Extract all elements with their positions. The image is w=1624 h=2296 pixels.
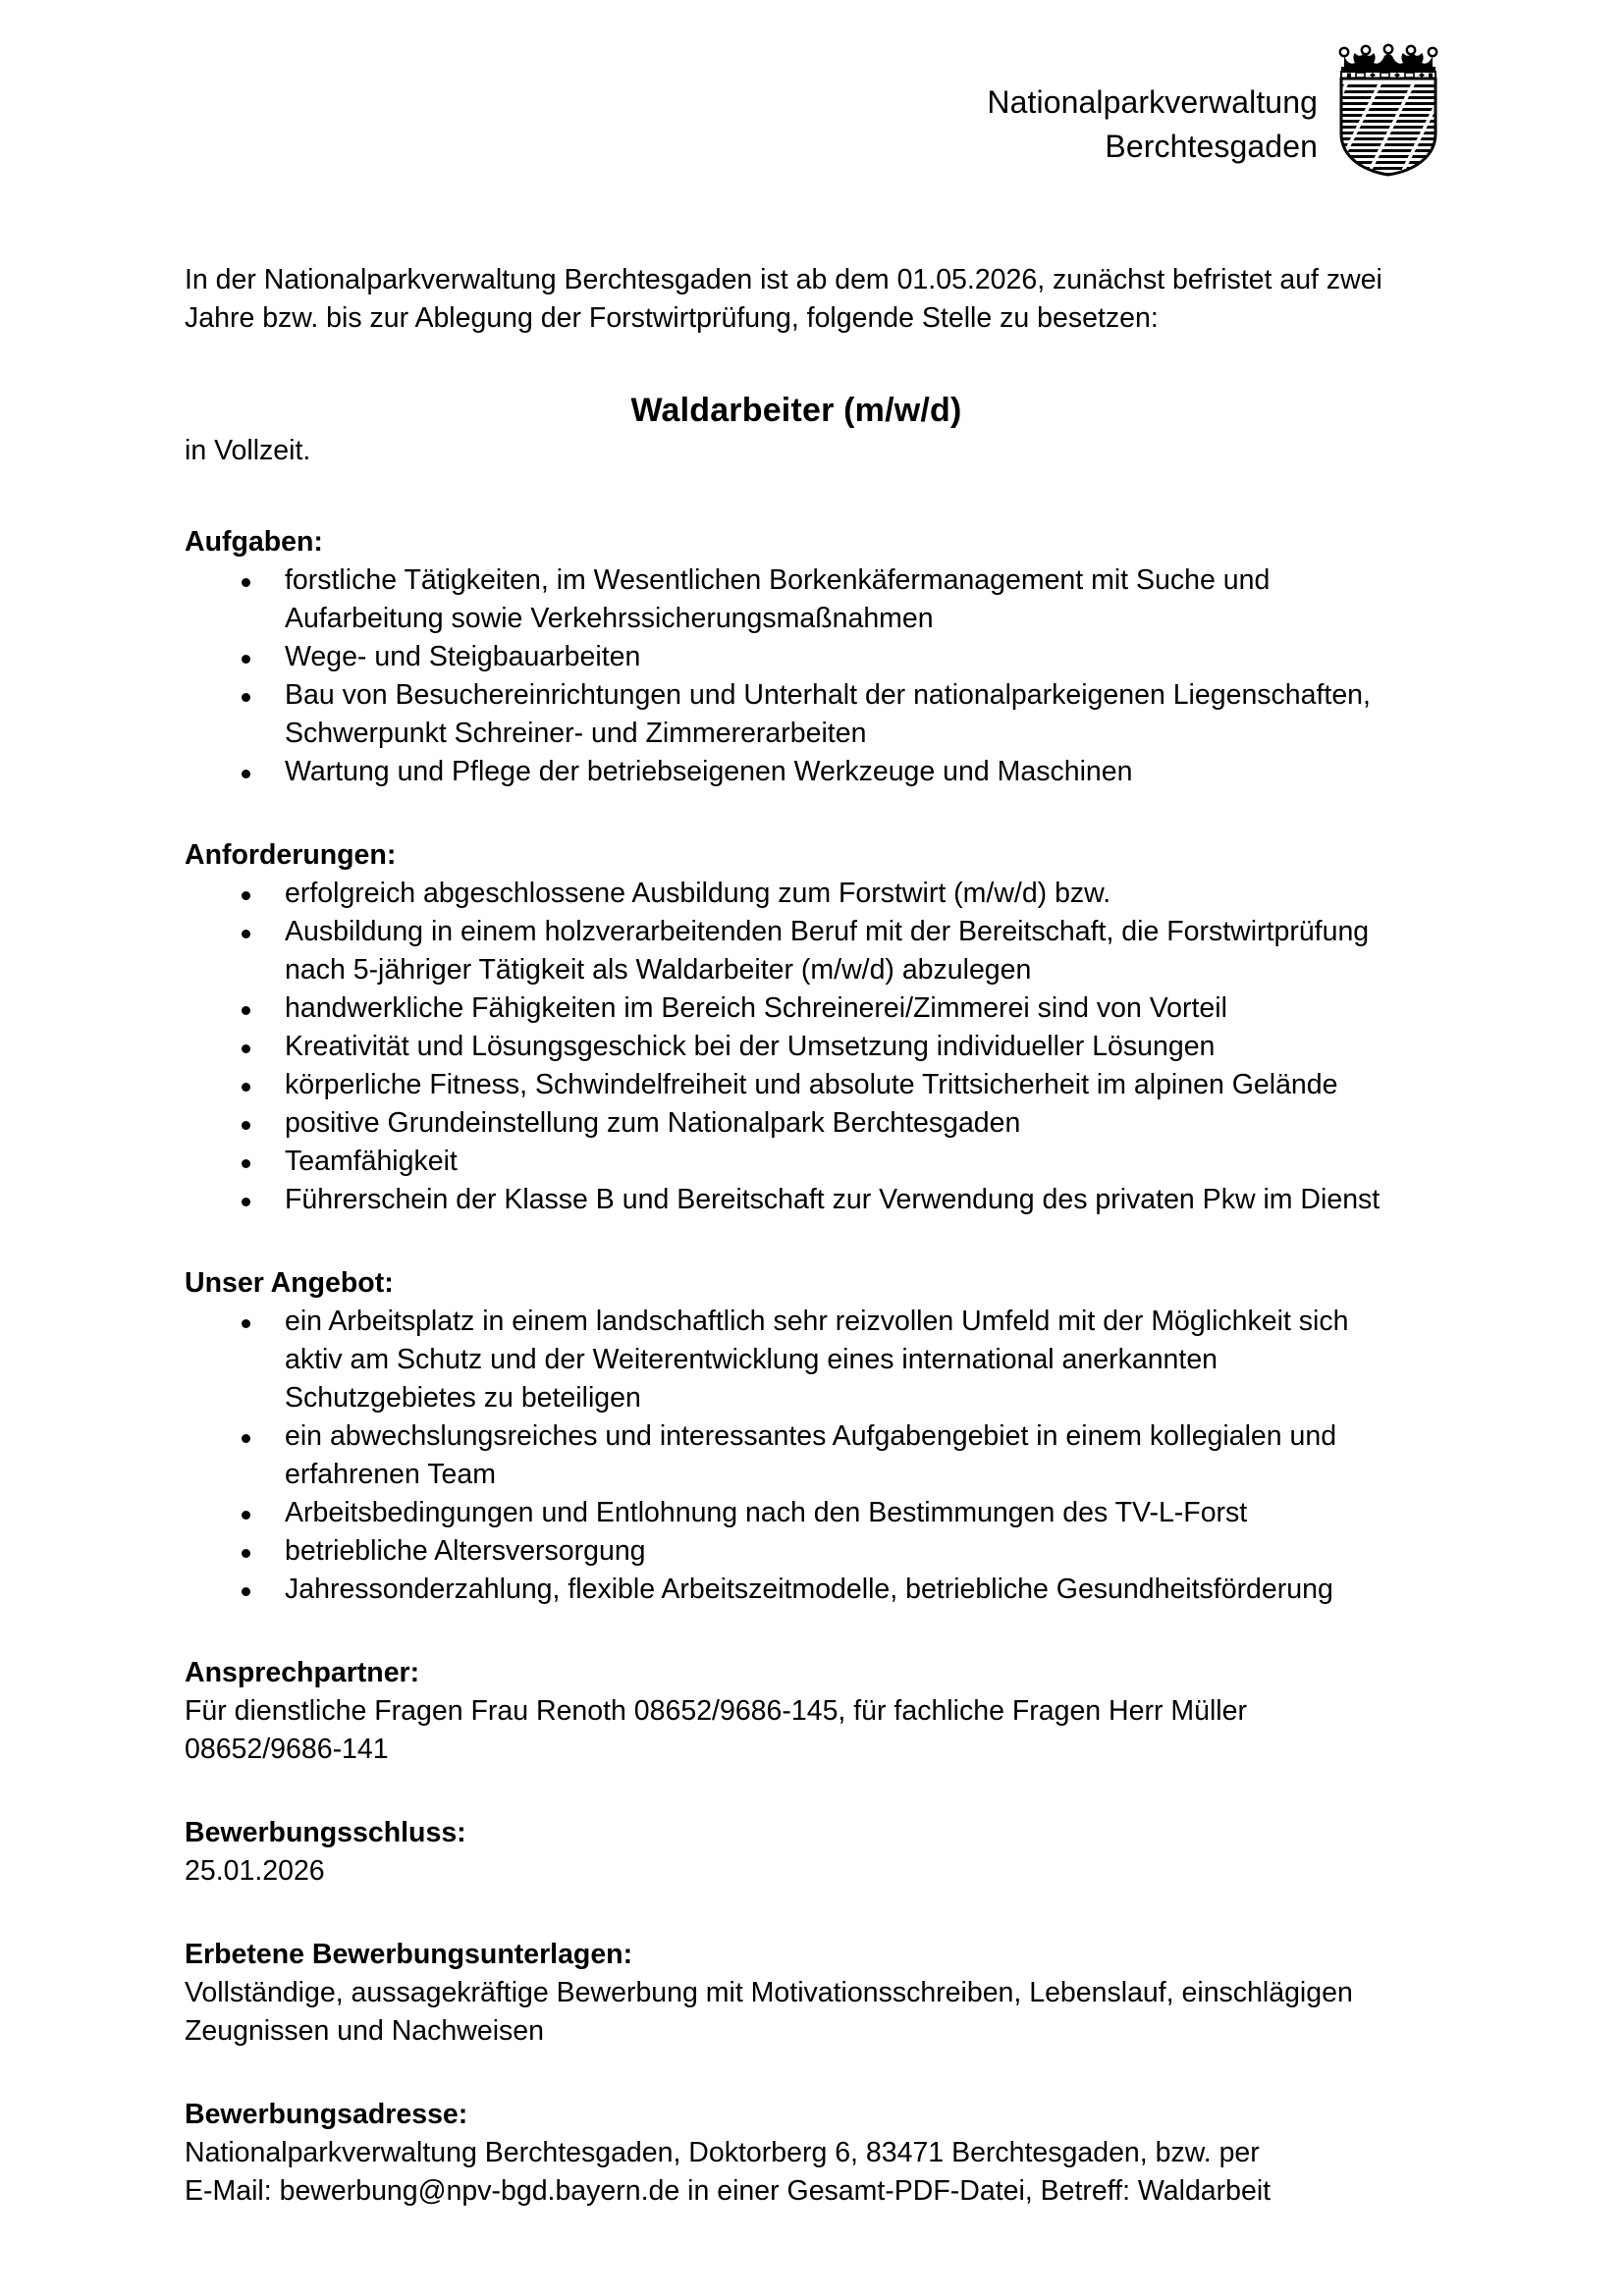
list-item: forstliche Tätigkeiten, im Wesentlichen Borkenkäfermanagement mit Suche und Aufarbeitung sowie Verkehrssicherungsmaßnahmen: [185, 561, 1408, 638]
section-heading-unterlagen: Erbetene Bewerbungsunterlagen:: [185, 1939, 633, 1970]
document-body: [185, 261, 1408, 2211]
list-item: ein Arbeitsplatz in einem landschaftlich sehr reizvollen Umfeld mit der Möglichkeit sich aktiv am Schutz und der Weiterentwicklung eines international anerkannten Schutzgebietes zu beteiligen: [185, 1303, 1408, 1417]
list-item: ein abwechslungsreiches und interessantes Aufgabengebiet in einem kollegialen und erfahrenen Team: [185, 1417, 1408, 1494]
list-item: Jahressonderzahlung, flexible Arbeitszeitmodelle, betriebliche Gesundheitsförderung: [185, 1571, 1408, 1609]
organization-line-2: Berchtesgaden: [1105, 129, 1318, 164]
list-item: handwerkliche Fähigkeiten im Bereich Schreinerei/Zimmerei sind von Vorteil: [185, 989, 1408, 1028]
section-heading-angebot: Unser Angebot:: [185, 1267, 394, 1299]
section-heading-anforderungen: Anforderungen:: [185, 839, 397, 871]
anforderungen-list: [185, 875, 1408, 1219]
list-item: betriebliche Altersversorgung: [185, 1532, 1408, 1571]
section-adresse: [185, 2096, 1408, 2211]
list-item: Ausbildung in einem holzverarbeitenden Beruf mit der Bereitschaft, die Forstwirtprüfung nach 5-jähriger Tätigkeit als Waldarbeiter (m/w/d) abzulegen: [185, 913, 1408, 989]
list-item: Wege- und Steigbauarbeiten: [185, 638, 1408, 676]
bavarian-coat-of-arms-icon: [1335, 43, 1441, 177]
adresse-line-1: Nationalparkverwaltung Berchtesgaden, Doktorberg 6, 83471 Berchtesgaden, bzw. per: [185, 2137, 1260, 2168]
list-item: Führerschein der Klasse B und Bereitschaft zur Verwendung des privaten Pkw im Dienst: [185, 1181, 1408, 1219]
section-heading-bewerbungsschluss: Bewerbungsschluss:: [185, 1817, 466, 1848]
adresse-line-2: E-Mail: bewerbung@npv-bgd.bayern.de in einer Gesamt-PDF-Datei, Betreff: Waldarbeit: [185, 2175, 1272, 2207]
list-item: positive Grundeinstellung zum Nationalpark Berchtesgaden: [185, 1104, 1408, 1143]
angebot-list: [185, 1303, 1408, 1609]
section-angebot: [185, 1264, 1408, 1609]
list-item: Arbeitsbedingungen und Entlohnung nach den Bestimmungen des TV-L-Forst: [185, 1494, 1408, 1532]
section-bewerbungsschluss: [185, 1814, 1408, 1891]
section-heading-aufgaben: Aufgaben:: [185, 526, 323, 558]
organization-line-1: Nationalparkverwaltung: [987, 84, 1318, 120]
list-item: Wartung und Pflege der betriebseigenen Werkzeuge und Maschinen: [185, 753, 1408, 791]
aufgaben-list: [185, 561, 1408, 791]
section-heading-adresse: Bewerbungsadresse:: [185, 2099, 468, 2130]
job-title: Waldarbeiter (m/w/d): [630, 392, 962, 429]
list-item: körperliche Fitness, Schwindelfreiheit und absolute Trittsicherheit im alpinen Gelände: [185, 1066, 1408, 1104]
section-ansprechpartner: [185, 1654, 1408, 1769]
section-aufgaben: [185, 523, 1408, 791]
ansprechpartner-text: Für dienstliche Fragen Frau Renoth 08652/9686-145, für fachliche Fragen Herr Müller 08652/9686-141: [185, 1695, 1247, 1765]
document-header: [185, 43, 1441, 177]
section-anforderungen: [185, 836, 1408, 1219]
list-item: Bau von Besuchereinrichtungen und Unterhalt der nationalparkeigenen Liegenschaften, Schwerpunkt Schreiner- und Zimmererarbeiten: [185, 676, 1408, 753]
unterlagen-text: Vollständige, aussagekräftige Bewerbung mit Motivationsschreiben, Lebenslauf, einschlägigen Zeugnissen und Nachweisen: [185, 1977, 1353, 2047]
list-item: Teamfähigkeit: [185, 1143, 1408, 1181]
section-heading-ansprechpartner: Ansprechpartner:: [185, 1657, 420, 1688]
list-item: erfolgreich abgeschlossene Ausbildung zum Forstwirt (m/w/d) bzw.: [185, 875, 1408, 913]
bewerbungsschluss-date: 25.01.2026: [185, 1855, 325, 1887]
organization-name: [987, 43, 1335, 169]
section-unterlagen: [185, 1936, 1408, 2051]
list-item: Kreativität und Lösungsgeschick bei der Umsetzung individueller Lösungen: [185, 1028, 1408, 1066]
intro-paragraph: In der Nationalparkverwaltung Berchtesgaden ist ab dem 01.05.2026, zunächst befristet auf zwei Jahre bzw. bis zur Ablegung der Forstwirtprüfung, folgende Stelle zu besetzen:: [185, 264, 1382, 334]
employment-type: in Vollzeit.: [185, 435, 311, 466]
